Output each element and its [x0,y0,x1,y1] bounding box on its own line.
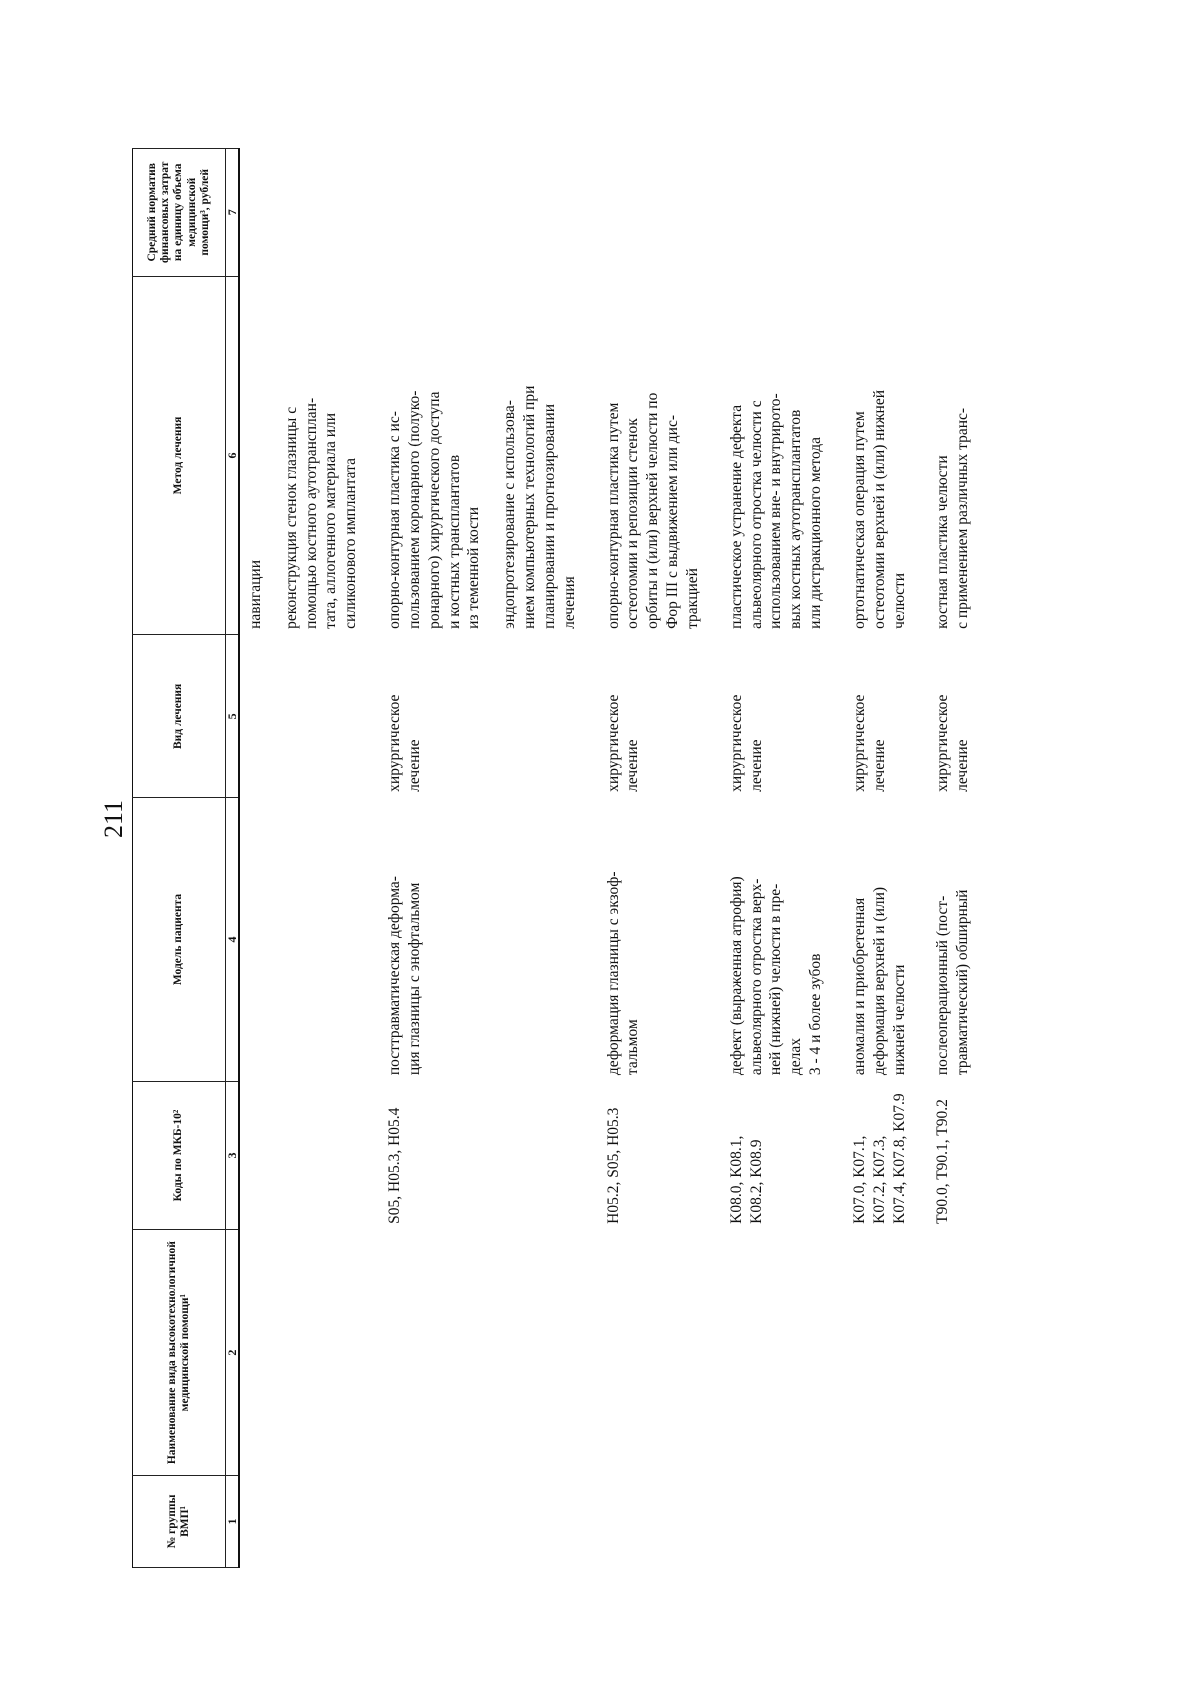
page-number: 211 [99,799,128,839]
vmp-table [132,148,991,1568]
header-treatment-method: Метод лечения [133,276,226,635]
treatment-method-text: опорно-контурная пластика с ис- пользованием коронарного (полуко- ронарного) хирургического доступа и костных трансплантатов из теменной кости [386,390,483,629]
cell-group-number [598,1475,721,1567]
cell-patient-model-text: дефект (выраженная атрофия) альвеолярного отростка верх- ней (нижней) челюсти в пре- делах 3 - 4 и более зубов [727,876,825,1076]
treatment-method-text: ортогнатическая операция путем остеотомии верхней и (или) нижней челюсти [850,389,908,629]
cell-cost-standard [721,149,844,277]
cell-treatment-method [379,276,597,635]
cell-patient-model-text: посттравматическая деформа- ция глазницы с энофтальмом [386,876,423,1076]
cell-treatment-method [239,276,379,635]
column-number: 5 [226,635,240,798]
cell-care-type-name [721,1230,844,1476]
column-number: 3 [226,1081,240,1230]
cell-treatment-method [598,276,721,635]
cell-treatment-type [239,635,379,798]
cell-cost-standard [239,149,379,277]
cell-cost-standard [927,149,991,277]
cell-patient-model-text: послеоперационный (пост- травматический) обширный [934,889,972,1076]
cell-group-number [844,1475,927,1567]
cell-treatment-method [844,276,927,635]
column-number: 2 [226,1230,240,1476]
table-row [844,149,927,1568]
cell-treatment-type [379,635,597,798]
cell-patient-model [379,798,597,1081]
cell-treatment-type [598,635,721,798]
treatment-method-text: эндопротезирование с использова- нием компьютерных технологий при планировании и прогнозировании лечения [501,385,578,629]
cell-treatment-method [721,276,844,635]
column-number-row [226,149,240,1568]
treatment-method-text: костная пластика челюсти с применением различных транс- [934,407,972,629]
treatment-method-text: опорно-контурная пластика путем остеотомии и репозиции стенок орбиты и (или) верхней челюсти по Фор III с выдвижением или дис- тракцией [604,392,701,629]
cell-care-type-name [844,1230,927,1476]
cell-patient-model-text: аномалия и приобретенная деформация верхней и (или) нижней челюсти [850,886,908,1076]
header-treatment-type: Вид лечения [133,635,226,798]
cell-cost-standard [844,149,927,277]
cell-treatment-type-text: хирургическое лечение [386,694,423,792]
cell-group-number [927,1475,991,1567]
cell-icd-codes-text: K07.0, K07.1, K07.2, K07.3, K07.4, K07.8, K07.9 [850,1093,908,1224]
cell-treatment-method [927,276,991,635]
cell-treatment-type-text: хирургическое лечение [934,694,972,792]
cell-patient-model [721,798,844,1081]
cell-patient-model [927,798,991,1081]
cell-treatment-type-text: хирургическое лечение [727,694,765,792]
column-number: 4 [226,798,240,1081]
header-care-type-name: Наименование вида высокотехнологичной медицинской помощи¹ [133,1230,226,1476]
table-row [927,149,991,1568]
cell-icd-codes [239,1081,379,1230]
cell-care-type-name [379,1230,597,1476]
treatment-method-text: пластическое устранение дефекта альвеолярного отростка челюсти с использованием вне- и внутрирото- вых костных аутотрансплантатов или дистракционного метода [727,393,825,629]
cell-icd-codes-text: S05, H05.3, H05.4 [386,1107,404,1224]
cell-patient-model-text: деформация глазницы с экзоф- тальмом [604,871,642,1076]
treatment-method-text: навигации [247,560,264,629]
cell-icd-codes [598,1081,721,1230]
header-cost-standard: Средний норматив финансовых затрат на единицу объема медицинской помощи³, рублей [133,149,226,277]
cell-patient-model [239,798,379,1081]
cell-care-type-name [927,1230,991,1476]
cell-icd-codes-text: H05.2, S05, H05.3 [604,1107,622,1224]
table-row [721,149,844,1568]
treatment-method-text: реконструкция стенок глазницы с помощью костного аутотрансплан- тата, аллогенного материала или силиконового имплантата [282,397,360,629]
header-icd-codes: Коды по МКБ-10² [133,1081,226,1230]
cell-group-number [721,1475,844,1567]
cell-cost-standard [598,149,721,277]
header-patient-model: Модель пациента [133,798,226,1081]
table-row [239,149,379,1568]
column-number: 7 [226,149,240,277]
cell-icd-codes-text: K08.0, K08.1, K08.2, K08.9 [727,1135,765,1224]
cell-care-type-name [598,1230,721,1476]
cell-patient-model [844,798,927,1081]
cell-group-number [239,1475,379,1567]
cell-treatment-type [927,635,991,798]
cell-icd-codes [844,1081,927,1230]
treatment-table-rotated [132,148,1012,1568]
table-body [239,149,991,1568]
column-number: 6 [226,276,240,635]
cell-icd-codes [379,1081,597,1230]
cell-care-type-name [239,1230,379,1476]
cell-icd-codes-text: T90.0, T90.1, T90.2 [934,1099,952,1224]
cell-icd-codes [927,1081,991,1230]
cell-icd-codes [721,1081,844,1230]
cell-cost-standard [379,149,597,277]
cell-treatment-type-text: хирургическое лечение [850,694,888,792]
table-row [379,149,597,1568]
column-number: 1 [226,1475,240,1567]
table-row [598,149,721,1568]
header-group-number: № группы ВМП¹ [133,1475,226,1567]
cell-patient-model [598,798,721,1081]
cell-group-number [379,1475,597,1567]
cell-treatment-type-text: хирургическое лечение [604,694,642,792]
cell-treatment-type [844,635,927,798]
table-header-row [133,149,226,1568]
cell-treatment-type [721,635,844,798]
